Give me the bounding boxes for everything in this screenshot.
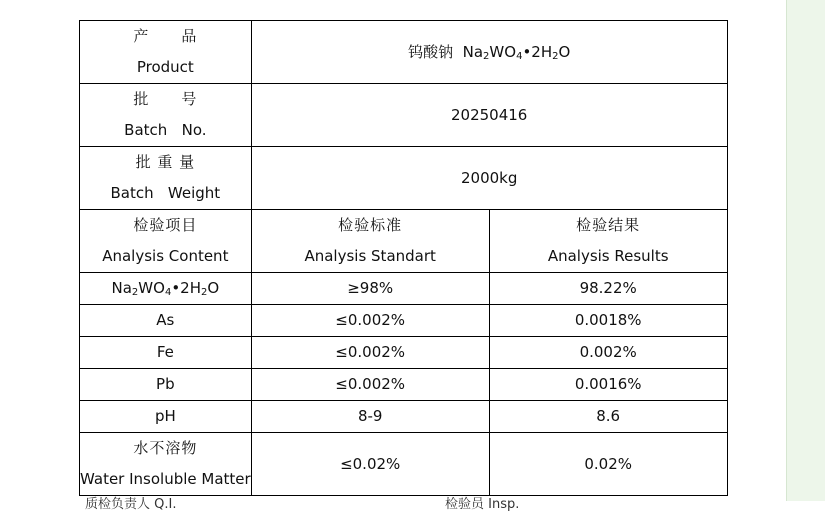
signature-footer — [0, 493, 786, 513]
batch-weight-label-zh: 批 重 量 — [135, 153, 196, 171]
product-formula: $Na_2WO_4•2H_2O$ — [462, 42, 571, 62]
table-row — [80, 369, 728, 401]
table-row — [80, 305, 728, 337]
standard-cell: ≤0.02% — [251, 433, 489, 496]
item-cell-water-insoluble: 水不溶物 Water Insoluble Matter — [80, 433, 252, 496]
batch-weight-label-en: Batch Weight — [110, 184, 221, 202]
standard-cell: 8-9 — [251, 401, 489, 433]
quality-inspector-label: 质检负责人 Q.I. — [85, 497, 177, 512]
product-label-zh: 产 品 — [133, 27, 198, 45]
page-side-band — [786, 0, 825, 501]
table-row — [80, 337, 728, 369]
result-cell: 8.6 — [489, 401, 727, 433]
product-label-en: Product — [136, 58, 194, 76]
certificate-of-analysis-table — [79, 20, 728, 496]
item-cell: pH — [80, 401, 252, 433]
product-label-cell — [80, 21, 252, 84]
item-cell: Pb — [80, 369, 252, 401]
item-cell: Fe — [80, 337, 252, 369]
batch-no-label-zh: 批 号 — [133, 90, 198, 108]
table-row — [80, 433, 728, 496]
header-analysis-results: 检验结果 Analysis Results — [489, 210, 727, 273]
column-header-row — [80, 210, 728, 273]
result-cell: 98.22% — [489, 273, 727, 305]
product-name-zh: 钨酸钠 — [408, 42, 454, 61]
result-cell: 0.0018% — [489, 305, 727, 337]
batch-no-label-cell — [80, 84, 252, 147]
standard-cell: ≥98% — [251, 273, 489, 305]
batch-no-label-en: Batch No. — [124, 121, 207, 139]
product-row — [80, 21, 728, 84]
product-value-cell — [251, 21, 727, 84]
item-cell-formula: $Na_2WO_4•2H_2O$ — [80, 273, 252, 305]
table-row — [80, 273, 728, 305]
standard-cell: ≤0.002% — [251, 337, 489, 369]
inspector-label: 检验员 Insp. — [445, 497, 520, 512]
table-row — [80, 401, 728, 433]
standard-cell: ≤0.002% — [251, 369, 489, 401]
batch-no-value: 20250416 — [251, 84, 727, 147]
standard-cell: ≤0.002% — [251, 305, 489, 337]
item-cell: As — [80, 305, 252, 337]
batch-weight-value: 2000kg — [251, 147, 727, 210]
header-analysis-content: 检验项目 Analysis Content — [80, 210, 252, 273]
batch-weight-row — [80, 147, 728, 210]
batch-weight-label-cell — [80, 147, 252, 210]
result-cell: 0.0016% — [489, 369, 727, 401]
result-cell: 0.02% — [489, 433, 727, 496]
result-cell: 0.002% — [489, 337, 727, 369]
header-analysis-standard: 检验标准 Analysis Standart — [251, 210, 489, 273]
batch-no-row — [80, 84, 728, 147]
